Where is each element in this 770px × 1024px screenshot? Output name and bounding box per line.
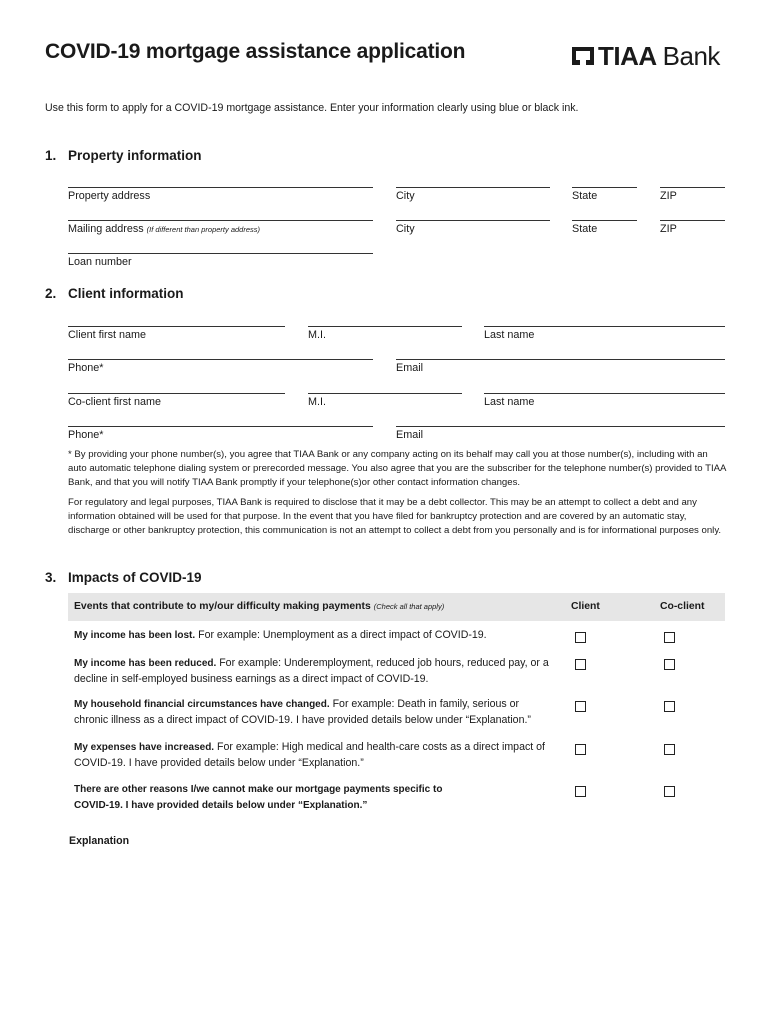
- section-number: 3.: [45, 570, 57, 585]
- field-label: Email: [396, 429, 423, 441]
- client-checkbox[interactable]: [575, 632, 586, 643]
- field-label: Co-client first name: [68, 396, 162, 408]
- coclient-checkbox[interactable]: [664, 786, 675, 797]
- section-2-heading: [45, 286, 345, 304]
- page-title: COVID-19 mortgage assistance application: [45, 40, 466, 63]
- client-checkbox[interactable]: [575, 744, 586, 755]
- field-label: Phone*: [68, 429, 104, 441]
- row-lead: There are other reasons I/we cannot make our mortgage payments specific to COVID-19. I have provided details below under “Explanation.”: [74, 784, 443, 811]
- section-title: Impacts of COVID-19: [68, 570, 202, 585]
- events-column-header: [74, 601, 444, 612]
- section-number: 1.: [45, 148, 57, 163]
- table-row: [74, 782, 474, 813]
- coclient-checkbox[interactable]: [664, 701, 675, 712]
- loan-number-field[interactable]: [68, 253, 373, 268]
- debt-collector-disclaimer: For regulatory and legal purposes, TIAA Bank is required to disclose that it may be a debt collector. This may be an attempt to collect a debt and any information obtained will be used for that purpose. In the event that you have filed for bankruptcy protection and are covered by an automatic stay, discharge or other bankruptcy protection, this communication is not an attempt to collect a debt from you personally and is for informational purposes only.: [68, 497, 722, 536]
- coclient-email-field[interactable]: [396, 426, 725, 441]
- coclient-last-name-field[interactable]: [484, 393, 725, 408]
- field-label: M.I.: [308, 396, 326, 408]
- client-checkbox[interactable]: [575, 786, 586, 797]
- client-checkbox[interactable]: [575, 659, 586, 670]
- field-label: Client first name: [68, 329, 147, 341]
- mailing-address-field[interactable]: [68, 220, 373, 235]
- field-label: Last name: [484, 396, 535, 408]
- impacts-table-header: [68, 593, 725, 621]
- field-label: Loan number: [68, 256, 132, 268]
- logo-suffix: Bank: [662, 41, 720, 71]
- row-text: For example: Unemployment as a direct impact of COVID-19.: [195, 629, 487, 641]
- row-text: For example: High medical and health-care costs as a direct impact of COVID-19. I have provided details below under “Explanation.”: [74, 741, 545, 769]
- field-label: ZIP: [660, 223, 677, 235]
- table-row: [74, 656, 556, 687]
- client-last-name-field[interactable]: [484, 326, 725, 341]
- header-note: (Check all that apply): [373, 602, 445, 611]
- field-label: State: [572, 223, 598, 235]
- tiaa-bank-logo-icon: [571, 44, 595, 68]
- logo-text: TIAA: [598, 41, 657, 71]
- field-label: Phone*: [68, 362, 104, 374]
- header-label: Events that contribute to my/our difficulty making payments: [74, 601, 371, 612]
- mailing-zip-field[interactable]: [660, 220, 725, 235]
- field-label: Mailing address: [68, 223, 144, 235]
- section-number: 2.: [45, 286, 57, 301]
- coclient-column-header: Co-client: [660, 601, 705, 612]
- intro-text: Use this form to apply for a COVID-19 mortgage assistance. Enter your information clearly using blue or black ink.: [45, 102, 579, 114]
- section-1-heading: [45, 148, 345, 166]
- coclient-phone-field[interactable]: [68, 426, 373, 441]
- coclient-mi-field[interactable]: [308, 393, 462, 408]
- field-label: ZIP: [660, 190, 677, 202]
- zip-field[interactable]: [660, 187, 725, 202]
- row-text: For example: Underemployment, reduced job hours, reduced pay, or a decline in self-employed business earnings as a direct impact of COVID-19.: [74, 657, 549, 685]
- client-phone-field[interactable]: [68, 359, 373, 374]
- table-row: [74, 740, 556, 771]
- row-lead: My expenses have increased.: [74, 742, 215, 753]
- coclient-checkbox[interactable]: [664, 632, 675, 643]
- row-lead: My household financial circumstances have changed.: [74, 699, 330, 710]
- coclient-first-name-field[interactable]: [68, 393, 285, 408]
- field-label: State: [572, 190, 598, 202]
- field-label: Property address: [68, 190, 151, 202]
- field-note: (If different than property address): [146, 225, 261, 234]
- state-field[interactable]: [572, 187, 637, 202]
- phone-disclaimer: * By providing your phone number(s), you agree that TIAA Bank or any company acting on its behalf may call you at those number(s), including with an auto automatic telephone dialing system or prerecorded message. You also agree that you are the subscriber for the telephone number(s) provided to TIAA Bank, and that you will notify TIAA Bank promptly if your telephone(s)or other contact information changes.: [68, 449, 726, 488]
- client-column-header: Client: [571, 601, 600, 612]
- coclient-checkbox[interactable]: [664, 659, 675, 670]
- field-label: City: [396, 223, 415, 235]
- coclient-checkbox[interactable]: [664, 744, 675, 755]
- section-title: Client information: [68, 286, 184, 301]
- client-first-name-field[interactable]: [68, 326, 285, 341]
- property-address-field[interactable]: [68, 187, 373, 202]
- mailing-city-field[interactable]: [396, 220, 550, 235]
- section-title: Property information: [68, 148, 202, 163]
- row-lead: My income has been lost.: [74, 630, 196, 641]
- client-checkbox[interactable]: [575, 701, 586, 712]
- explanation-label: Explanation: [69, 835, 130, 847]
- table-row: [74, 628, 556, 644]
- client-mi-field[interactable]: [308, 326, 462, 341]
- row-lead: My income has been reduced.: [74, 658, 217, 669]
- tiaa-bank-logo: [571, 42, 720, 70]
- row-text: For example: Death in family, serious or chronic illness as a direct impact of COVID-19. I have provided details below under “Explanation.”: [74, 698, 531, 726]
- field-label: Last name: [484, 329, 535, 341]
- client-email-field[interactable]: [396, 359, 725, 374]
- field-label: M.I.: [308, 329, 326, 341]
- mailing-state-field[interactable]: [572, 220, 637, 235]
- section-3-heading: [45, 570, 345, 588]
- city-field[interactable]: [396, 187, 550, 202]
- table-row: [74, 697, 556, 728]
- field-label: City: [396, 190, 415, 202]
- field-label: Email: [396, 362, 423, 374]
